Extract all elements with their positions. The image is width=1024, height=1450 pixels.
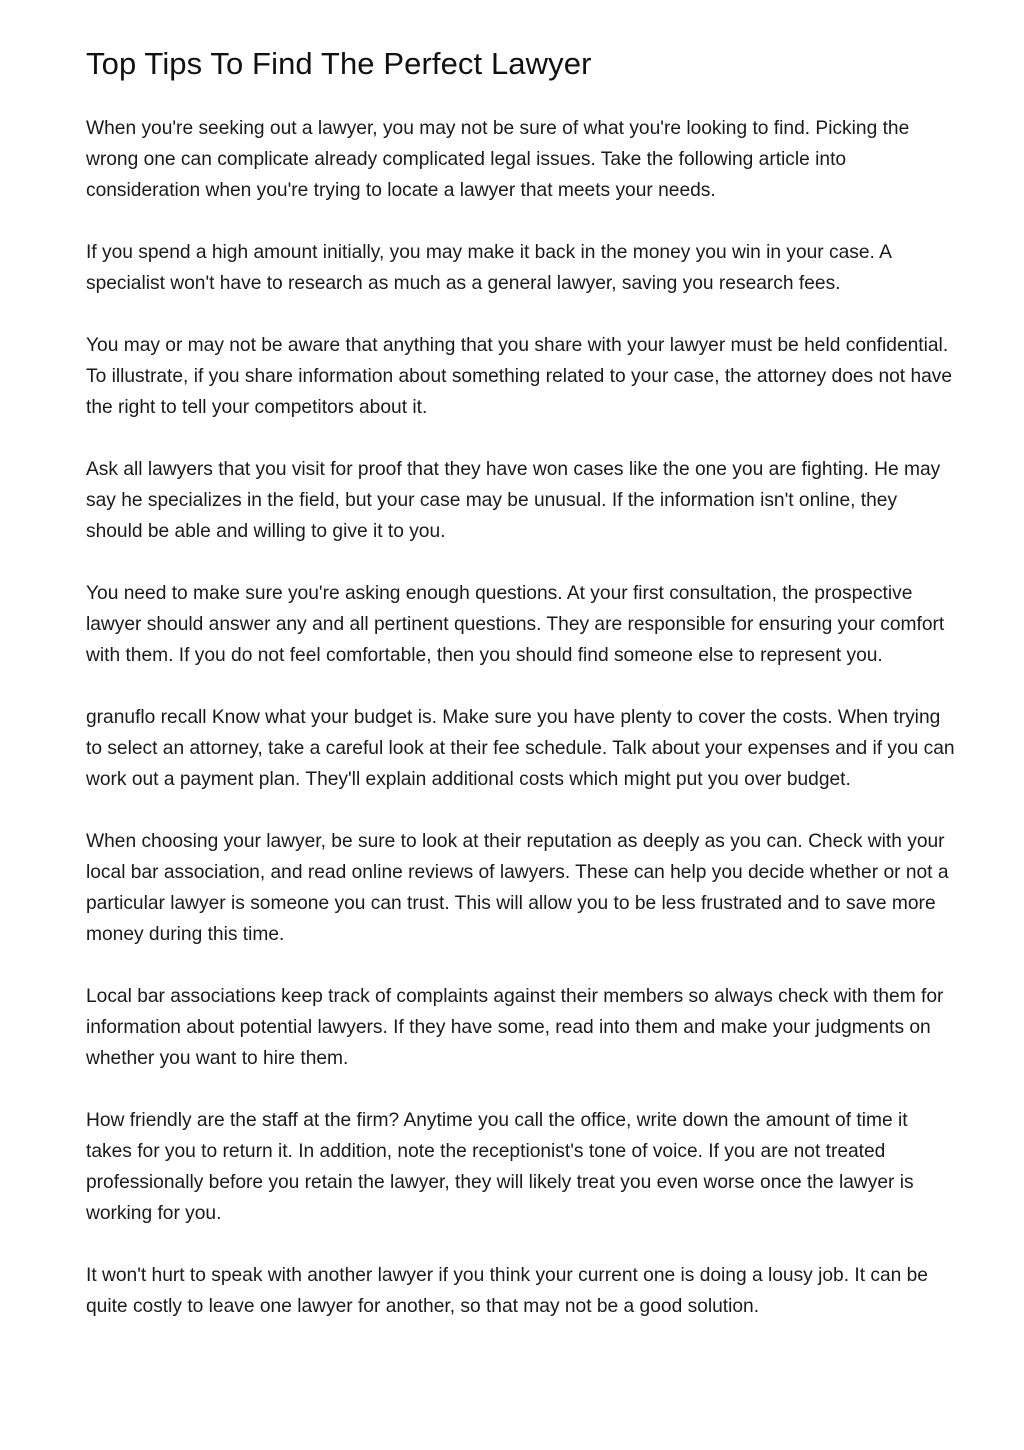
document-page bbox=[86, 44, 956, 1353]
paragraph-8: Local bar associations keep track of complaints against their members so always check with them for information about potential lawyers. If they have some, read into them and make your judgments on whether you want to hire them. bbox=[86, 986, 944, 1069]
paragraph-3: You may or may not be aware that anything that you share with your lawyer must be held confidential. To illustrate, if you share information about something related to your case, the attorney does not have the right to tell your competitors about it. bbox=[86, 335, 953, 418]
paragraph-2: If you spend a high amount initially, you may make it back in the money you win in your case. A specialist won't have to research as much as a general lawyer, saving you research fees. bbox=[86, 242, 891, 294]
paragraph-4: Ask all lawyers that you visit for proof that they have won cases like the one you are fighting. He may say he specializes in the field, but your case may be unusual. If the information isn't online, they should be able and willing to give it to you. bbox=[86, 459, 941, 542]
paragraph-7: When choosing your lawyer, be sure to look at their reputation as deeply as you can. Check with your local bar association, and read online reviews of lawyers. These can help you decide whether or not a particular lawyer is someone you can trust. This will allow you to be less frustrated and to save more money during this time. bbox=[86, 831, 949, 945]
paragraph-9: How friendly are the staff at the firm? Anytime you call the office, write down the amount of time it takes for you to return it. In addition, note the receptionist's tone of voice. If you are not treated professionally before you retain the lawyer, they will likely treat you even worse once the lawyer is working for you. bbox=[86, 1110, 914, 1224]
paragraph-1: When you're seeking out a lawyer, you may not be sure of what you're looking to find. Picking the wrong one can complicate already complicated legal issues. Take the following article into consideration when you're trying to locate a lawyer that meets your needs. bbox=[86, 118, 910, 201]
page-title: Top Tips To Find The Perfect Lawyer bbox=[86, 46, 592, 81]
paragraph-6: granuflo recall Know what your budget is. Make sure you have plenty to cover the costs. When trying to select an attorney, take a careful look at their fee schedule. Talk about your expenses and if you can work out a payment plan. They'll explain additional costs which might put you over budget. bbox=[86, 707, 955, 790]
paragraph-10: It won't hurt to speak with another lawyer if you think your current one is doing a lousy job. It can be quite costly to leave one lawyer for another, so that may not be a good solution. bbox=[86, 1265, 928, 1317]
paragraph-5: You need to make sure you're asking enough questions. At your first consultation, the prospective lawyer should answer any and all pertinent questions. They are responsible for ensuring your comfort with them. If you do not feel comfortable, then you should find someone else to represent you. bbox=[86, 583, 945, 666]
